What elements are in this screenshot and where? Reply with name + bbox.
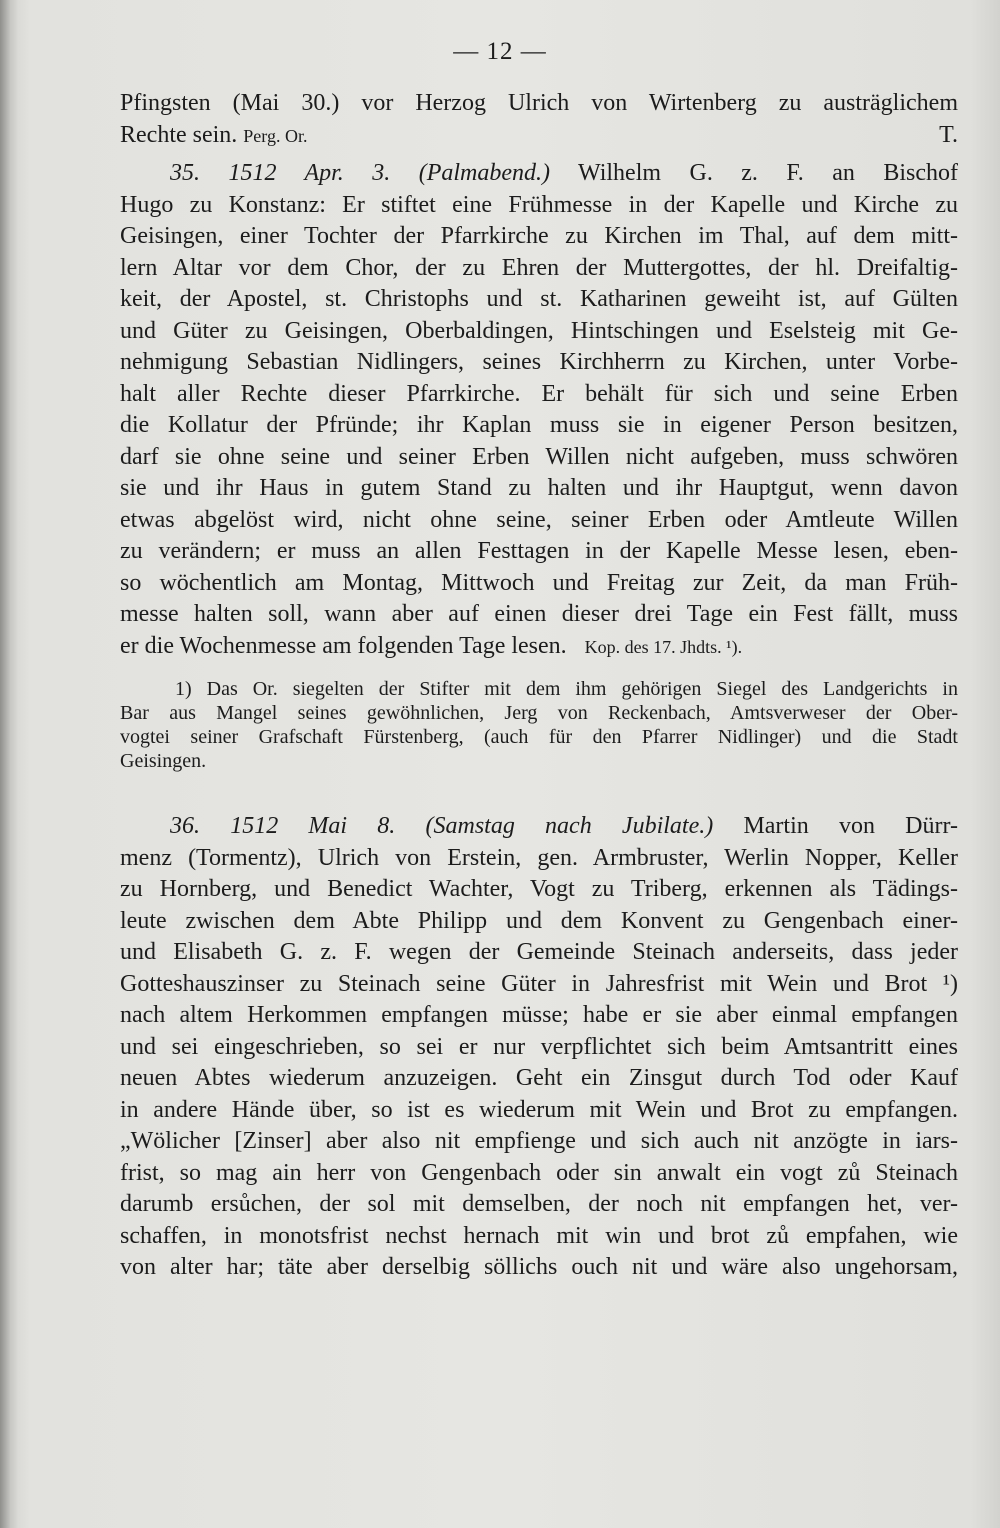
entry-36-head-rest: Martin von Dürr- (743, 813, 959, 839)
entry-36-line: zu Hornberg, und Benedict Wachter, Vogt zu Triberg, erkennen als Tädings- (120, 876, 958, 902)
intro-line-2 (120, 120, 958, 153)
entry-35-line: Geisingen, einer Tochter der Pfarrkirche zu Kirchen im Thal, auf dem mitt- (120, 223, 958, 249)
entry-35-line: die Kollatur der Pfründe; ihr Kaplan muss sie in eigener Person besitzen, (120, 412, 958, 438)
entry-36-line: „Wölicher [Zinser] aber also nit empfienge und sich auch nit anzögte in iars- (120, 1128, 958, 1154)
entry-36-line: nach altem Herkommen empfangen müsse; habe er sie aber einmal empfangen (120, 1002, 958, 1028)
entry-35-line: messe halten soll, wann aber auf einen dieser drei Tage ein Fest fällt, muss (120, 601, 958, 627)
entry-35-number: 35. (170, 160, 200, 186)
entry-36-line: und sei eingeschrieben, so sei er nur verpflichtet sich beim Amtsantritt eines (120, 1033, 958, 1060)
entry-35-heading (120, 158, 958, 190)
book-gutter-shadow (0, 0, 18, 1528)
entry-35-line: so wöchentlich am Montag, Mittwoch und Freitag zur Zeit, da man Früh- (120, 569, 958, 596)
entry-35-line: halt aller Rechte dieser Pfarrkirche. Er behält für sich und seine Erben (120, 380, 958, 407)
footnote-line: Bar aus Mangel seines gewöhnlichen, Jerg von Reckenbach, Amtsverweser der Ober- (120, 702, 958, 724)
entry-36-line: Gotteshauszinser zu Steinach seine Güter in Jahresfrist mit Wein und Brot ¹) (120, 970, 958, 997)
entry-36-number: 36. (170, 813, 200, 839)
entry-35-feast: (Palmabend.) (418, 160, 551, 186)
entry-36-line: leute zwischen dem Abte Philipp und dem Konvent zu Gengenbach einer- (120, 907, 958, 934)
entry-36-line: von alter har; täte aber derselbig söllichs ouch nit und wäre also ungehorsam, (120, 1254, 958, 1280)
entry-35-line: nehmigung Sebastian Nidlingers, seines Kirchherrn zu Kirchen, unter Vorbe- (120, 349, 958, 375)
intro-text: Rechte sein. (120, 121, 238, 148)
entry-35-line: keit, der Apostel, st. Christophs und st. Katharinen geweiht ist, auf Gülten (120, 286, 958, 312)
entry-35-line: darf sie ohne seine und seiner Erben Willen nicht aufgeben, muss schwören (120, 443, 958, 470)
footnote-35 (120, 677, 958, 773)
entry-36-line: neuen Abtes wiederum anzuzeigen. Geht ein Zinsgut durch Tod oder Kauf (120, 1065, 958, 1091)
footnote-line: vogtei seiner Grafschaft Fürstenberg, (auch für den Pfarrer Nidlinger) und die Stadt (120, 726, 958, 748)
entry-36-date: 1512 Mai 8. (230, 813, 396, 839)
entry-35-last-text: er die Wochenmesse am folgenden Tage lesen. (120, 632, 567, 659)
entry-36-line: frist, so mag ain herr von Gengenbach oder sin anwalt ein vogt zů Steinach (120, 1159, 958, 1186)
entry-36-line: darumb ersůchen, der sol mit demselben, der noch nit empfangen het, ver- (120, 1191, 958, 1217)
entry-35-source: Kop. des 17. Jhdts. ¹). (584, 636, 743, 657)
entry-36-line: menz (Tormentz), Ulrich von Erstein, gen. Armbruster, Werlin Nopper, Keller (120, 844, 958, 871)
intro-line-1: Pfingsten (Mai 30.) vor Herzog Ulrich von Wirtenberg zu austräglichem (120, 90, 958, 116)
intro-sign: T. (939, 121, 958, 148)
entry-35-line: und Güter zu Geisingen, Oberbaldingen, Hintschingen und Eselsteig mit Ge- (120, 317, 958, 344)
entry-36-heading (120, 811, 958, 843)
footnote-line: 1) Das Or. siegelten der Stifter mit dem ihm gehörigen Siegel des Landgerichts in (175, 678, 958, 700)
entry-35-last-line (120, 631, 958, 664)
entry-35-line: etwas abgelöst wird, nicht ohne seine, seiner Erben oder Amtleute Willen (120, 506, 958, 533)
entry-35-line: sie und ihr Haus in gutem Stand zu halten und ihr Hauptgut, wenn davon (120, 475, 958, 501)
entry-36-line: und Elisabeth G. z. F. wegen der Gemeinde Steinach anderseits, dass jeder (120, 939, 958, 965)
entry-35-line: Hugo zu Konstanz: Er stiftet eine Frühmesse in der Kapelle und Kirche zu (120, 191, 958, 218)
footnote-line: Geisingen. (120, 750, 207, 772)
entry-36-feast: (Samstag nach Jubilate.) (425, 813, 714, 839)
entry-35-line: lern Altar vor dem Chor, der zu Ehren der Muttergottes, der hl. Dreifaltig- (120, 254, 958, 281)
page-body (120, 88, 958, 1284)
entry-35-head-rest: Wilhelm G. z. F. an Bischof (578, 160, 959, 186)
entry-35-date: 1512 Apr. 3. (228, 160, 391, 186)
entry-36-line: in andere Hände über, so ist es wiederum mit Wein und Brot zu empfangen. (120, 1096, 958, 1123)
entry-36-line: schaffen, in monotsfrist nechst hernach mit win und brot zů empfahen, wie (120, 1222, 958, 1249)
entry-35-line: zu verändern; er muss an allen Festtagen in der Kapelle Messe lesen, eben- (120, 538, 958, 564)
intro-source: Perg. Or. (243, 125, 308, 146)
page-number: — 12 — (453, 38, 547, 65)
